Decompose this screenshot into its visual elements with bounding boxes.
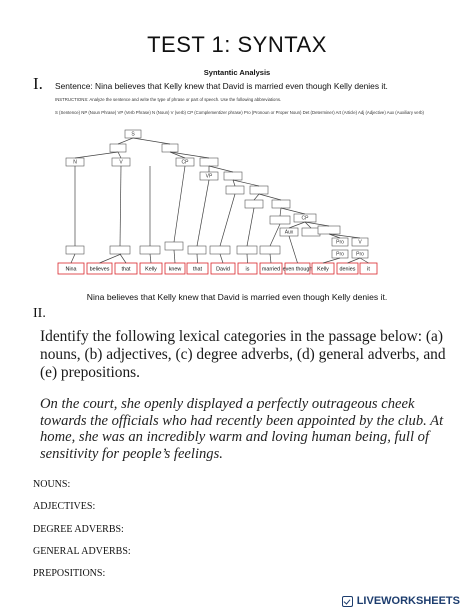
tree-node-box bbox=[245, 200, 263, 208]
word-label: even though bbox=[282, 266, 313, 273]
sentence-caption: Nina believes that Kelly knew that David is married even though Kelly denies it. bbox=[86, 292, 388, 302]
tree-node-box bbox=[210, 246, 230, 254]
tree-branch bbox=[133, 138, 170, 144]
tree-branch bbox=[150, 254, 151, 263]
tree-branch bbox=[220, 254, 223, 263]
tree-branch bbox=[197, 180, 209, 246]
word-label: it bbox=[367, 266, 370, 273]
tree-branch bbox=[220, 194, 235, 246]
page-title: TEST 1: SYNTAX bbox=[147, 32, 327, 57]
tree-branch bbox=[233, 180, 259, 186]
tree-node-label: Pro bbox=[336, 251, 344, 258]
syntax-abbreviations: S (Sentence) NP (Noun Phrase) VP (Verb Phrase) N (Noun) V (verb) CP (Complementizer phrase) Pro (Pronoun or Proper Noun) Det (Determiner) Art (Article) Adj (Adjective) Aux (Auxiliary verb) bbox=[55, 110, 424, 115]
tree-node-box bbox=[250, 186, 268, 194]
syntax-instructions: INSTRUCTIONS: Analyze the sentence and write the type of phrase or part of speech. Use the following abbreviations. bbox=[55, 97, 282, 102]
section-number-two: II. bbox=[33, 306, 46, 321]
tree-branch bbox=[360, 258, 369, 263]
answer-label-prepositions: PREPOSITIONS: bbox=[33, 568, 106, 579]
word-label: married bbox=[261, 266, 281, 273]
tree-node-label: S bbox=[131, 131, 135, 138]
syntax-heading: Syntantic Analysis bbox=[203, 68, 271, 77]
tree-node-box bbox=[260, 246, 280, 254]
tree-branch bbox=[209, 166, 233, 172]
answer-label-degree-adverbs: DEGREE ADVERBS: bbox=[33, 524, 124, 535]
word-label: that bbox=[193, 266, 202, 273]
tree-node-label: Pro bbox=[336, 239, 344, 246]
tree-branch bbox=[259, 194, 281, 200]
tree-node-box bbox=[226, 186, 244, 194]
tree-node-box bbox=[200, 158, 218, 166]
tree-node-box bbox=[162, 144, 178, 152]
tree-branch bbox=[71, 254, 75, 263]
checkmark-logo-icon bbox=[342, 596, 353, 607]
word-label: denies bbox=[339, 266, 356, 273]
tree-branch bbox=[233, 180, 235, 186]
tree-node-box bbox=[272, 200, 290, 208]
tree-branch bbox=[270, 224, 280, 246]
section-number-one: I. bbox=[33, 74, 43, 93]
tree-branch bbox=[197, 254, 198, 263]
tree-branch bbox=[289, 236, 298, 263]
tree-branch bbox=[247, 208, 254, 246]
tree-node-label: CP bbox=[181, 159, 189, 166]
task-instructions: Identify the following lexical categories in the passage below: (a) nouns, (b) adjectives, (c) degree adverbs, (d) general adverbs, and (e) prepositions. bbox=[40, 328, 446, 381]
tree-branch bbox=[120, 166, 121, 246]
tree-branch bbox=[348, 258, 361, 263]
tree-node-box bbox=[224, 172, 242, 180]
syntax-tree bbox=[50, 122, 435, 290]
tree-node-box bbox=[237, 246, 257, 254]
word-label: David bbox=[216, 266, 230, 273]
tree-node-box bbox=[66, 246, 84, 254]
tree-node-label: CP bbox=[301, 215, 309, 222]
tree-branch bbox=[100, 254, 122, 263]
tree-branch bbox=[323, 258, 340, 263]
tree-branch bbox=[118, 152, 121, 158]
tree-node-box bbox=[110, 246, 130, 254]
footer-brand[interactable] bbox=[342, 595, 460, 607]
tree-node-box bbox=[165, 242, 183, 250]
tree-node-label: Aux bbox=[284, 229, 294, 236]
word-label: believes bbox=[89, 266, 110, 273]
answer-label-adjectives: ADJECTIVES: bbox=[33, 501, 96, 512]
word-label: that bbox=[121, 266, 131, 273]
tree-node-box bbox=[302, 228, 320, 236]
tree-branch bbox=[281, 208, 305, 214]
tree-node-label: N bbox=[73, 159, 77, 166]
tree-node-box bbox=[318, 226, 340, 234]
tree-node-label: V bbox=[119, 159, 123, 166]
tree-node-box bbox=[140, 246, 160, 254]
reading-passage: On the court, she openly displayed a perfectly outrageous cheek towards the officials who had recently been appointed by the club. At home, she was an incredibly warm and loving human being, full of sensitivity for people’s feelings. bbox=[40, 396, 444, 462]
word-label: Kelly bbox=[317, 266, 329, 273]
tree-node-box bbox=[270, 216, 290, 224]
word-label: Kelly bbox=[145, 266, 157, 273]
footer-brand-label: LIVEWORKSHEETS bbox=[356, 595, 460, 607]
tree-branch bbox=[289, 222, 305, 228]
word-label: is bbox=[245, 266, 250, 273]
tree-branch bbox=[174, 250, 175, 263]
syntax-sentence: Sentence: Nina believes that Kelly knew that David is married even though Kelly denies it. bbox=[55, 81, 388, 91]
tree-branch bbox=[280, 208, 281, 216]
tree-node-label: V bbox=[358, 239, 362, 246]
tree-branch bbox=[174, 166, 185, 242]
tree-branch bbox=[75, 152, 118, 158]
answer-label-general-adverbs: GENERAL ADVERBS: bbox=[33, 546, 131, 557]
word-label: Nina bbox=[65, 266, 77, 273]
tree-branch bbox=[254, 194, 259, 200]
tree-node-box bbox=[188, 246, 206, 254]
answer-label-nouns: NOUNS: bbox=[33, 479, 71, 490]
word-label: knew bbox=[168, 266, 182, 273]
tree-node-label: Pro bbox=[356, 251, 364, 258]
tree-branch bbox=[170, 152, 209, 158]
tree-node-label: VP bbox=[205, 173, 213, 180]
tree-branch bbox=[118, 138, 133, 144]
tree-node-box bbox=[110, 144, 126, 152]
tree-branch bbox=[120, 254, 126, 263]
tree-branch bbox=[247, 254, 248, 263]
tree-branch bbox=[270, 254, 271, 263]
